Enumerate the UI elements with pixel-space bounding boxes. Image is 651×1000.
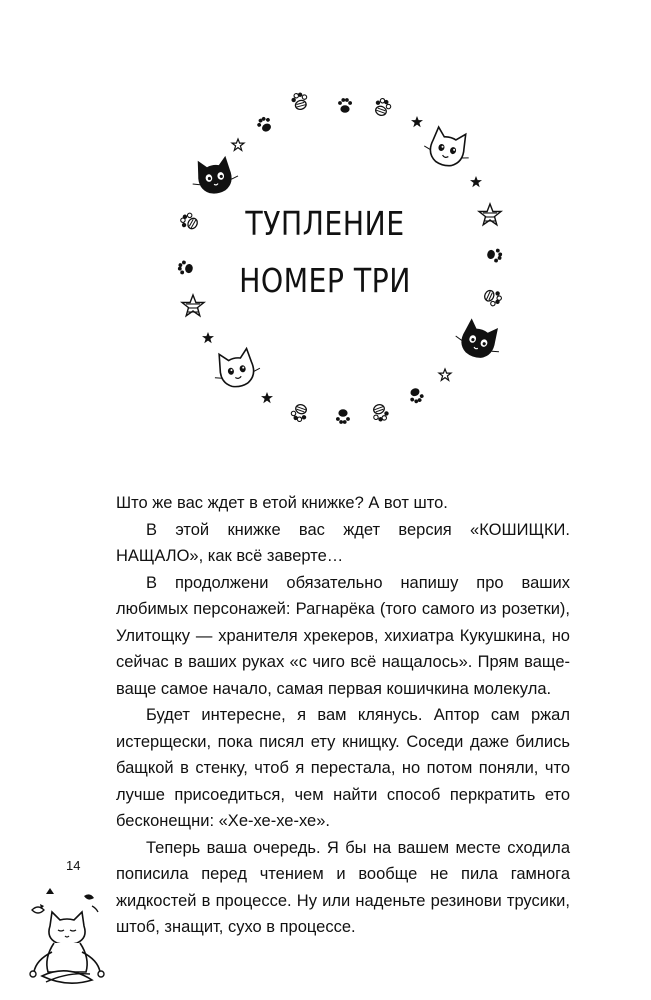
paragraph: В этой книжке вас ждет версия «КОШИЩКИ. НАЩАЛО», как всё заверте… bbox=[116, 520, 570, 565]
paw-print-icon bbox=[338, 98, 352, 113]
paw-print-icon bbox=[290, 91, 309, 111]
star-icon bbox=[439, 369, 451, 380]
star-icon bbox=[261, 392, 273, 403]
star-icon bbox=[232, 139, 244, 150]
striped-star-icon bbox=[479, 204, 501, 225]
chapter-title bbox=[209, 195, 441, 309]
paw-print-icon bbox=[372, 97, 392, 118]
paw-print-icon bbox=[370, 402, 390, 423]
paw-print-icon bbox=[290, 402, 310, 423]
paragraph: Што же вас ждет в етой книжке? А вот што. bbox=[116, 494, 448, 512]
paw-print-icon bbox=[482, 287, 504, 308]
chapter-title-line-1: ТУПЛЕНИЕ bbox=[245, 204, 405, 243]
star-icon bbox=[202, 332, 214, 343]
paw-print-icon bbox=[486, 247, 503, 263]
white-cat-head-icon bbox=[421, 125, 475, 171]
paw-print-icon bbox=[407, 386, 425, 405]
black-cat-head-icon bbox=[189, 154, 240, 197]
paw-print-icon bbox=[177, 260, 194, 276]
body-text bbox=[116, 490, 570, 941]
star-icon bbox=[411, 116, 423, 127]
paragraph: В продолжени обязательно напишу про ваших любимых персонажей: Рагнарёка (того самого из розетки), Улитощку — хранителя хрекеров, хихиатра Кукушкина, но сейчас в ваших руках «с чиго всё нащалось». Прям ваще-ваще самое начало, самая первая кошичкина молекула. bbox=[116, 573, 570, 698]
meditating-cat-icon bbox=[22, 880, 112, 992]
star-icon bbox=[470, 176, 482, 187]
black-cat-head-icon bbox=[451, 315, 506, 364]
white-cat-head-icon bbox=[210, 347, 262, 391]
paragraph: Будет интересне, я вам клянусь. Аптор сам ржал истерщески, пока писял ету книщку. Соседи даже бились бащкой в стенку, чтоб я перестала, но потом поняли, что лучше присоедиться, чем найти способ перкратить ето бесконещни: «Хе-хе-хе-хе». bbox=[116, 706, 570, 830]
paragraph: Теперь ваша очередь. Я бы на вашем месте сходила пописила перед чтением и вообще не пила гамнога жидкостей в процессе. Ну или наденьте резинови трусики, штоб, знащит, сухо в процессе. bbox=[116, 838, 570, 936]
paw-print-icon bbox=[336, 409, 350, 424]
striped-star-icon bbox=[182, 295, 204, 316]
page-number: 14 bbox=[66, 858, 81, 873]
chapter-title-line-2: НОМЕР ТРИ bbox=[239, 261, 411, 300]
paw-print-icon bbox=[178, 211, 200, 233]
paw-print-icon bbox=[255, 115, 274, 135]
